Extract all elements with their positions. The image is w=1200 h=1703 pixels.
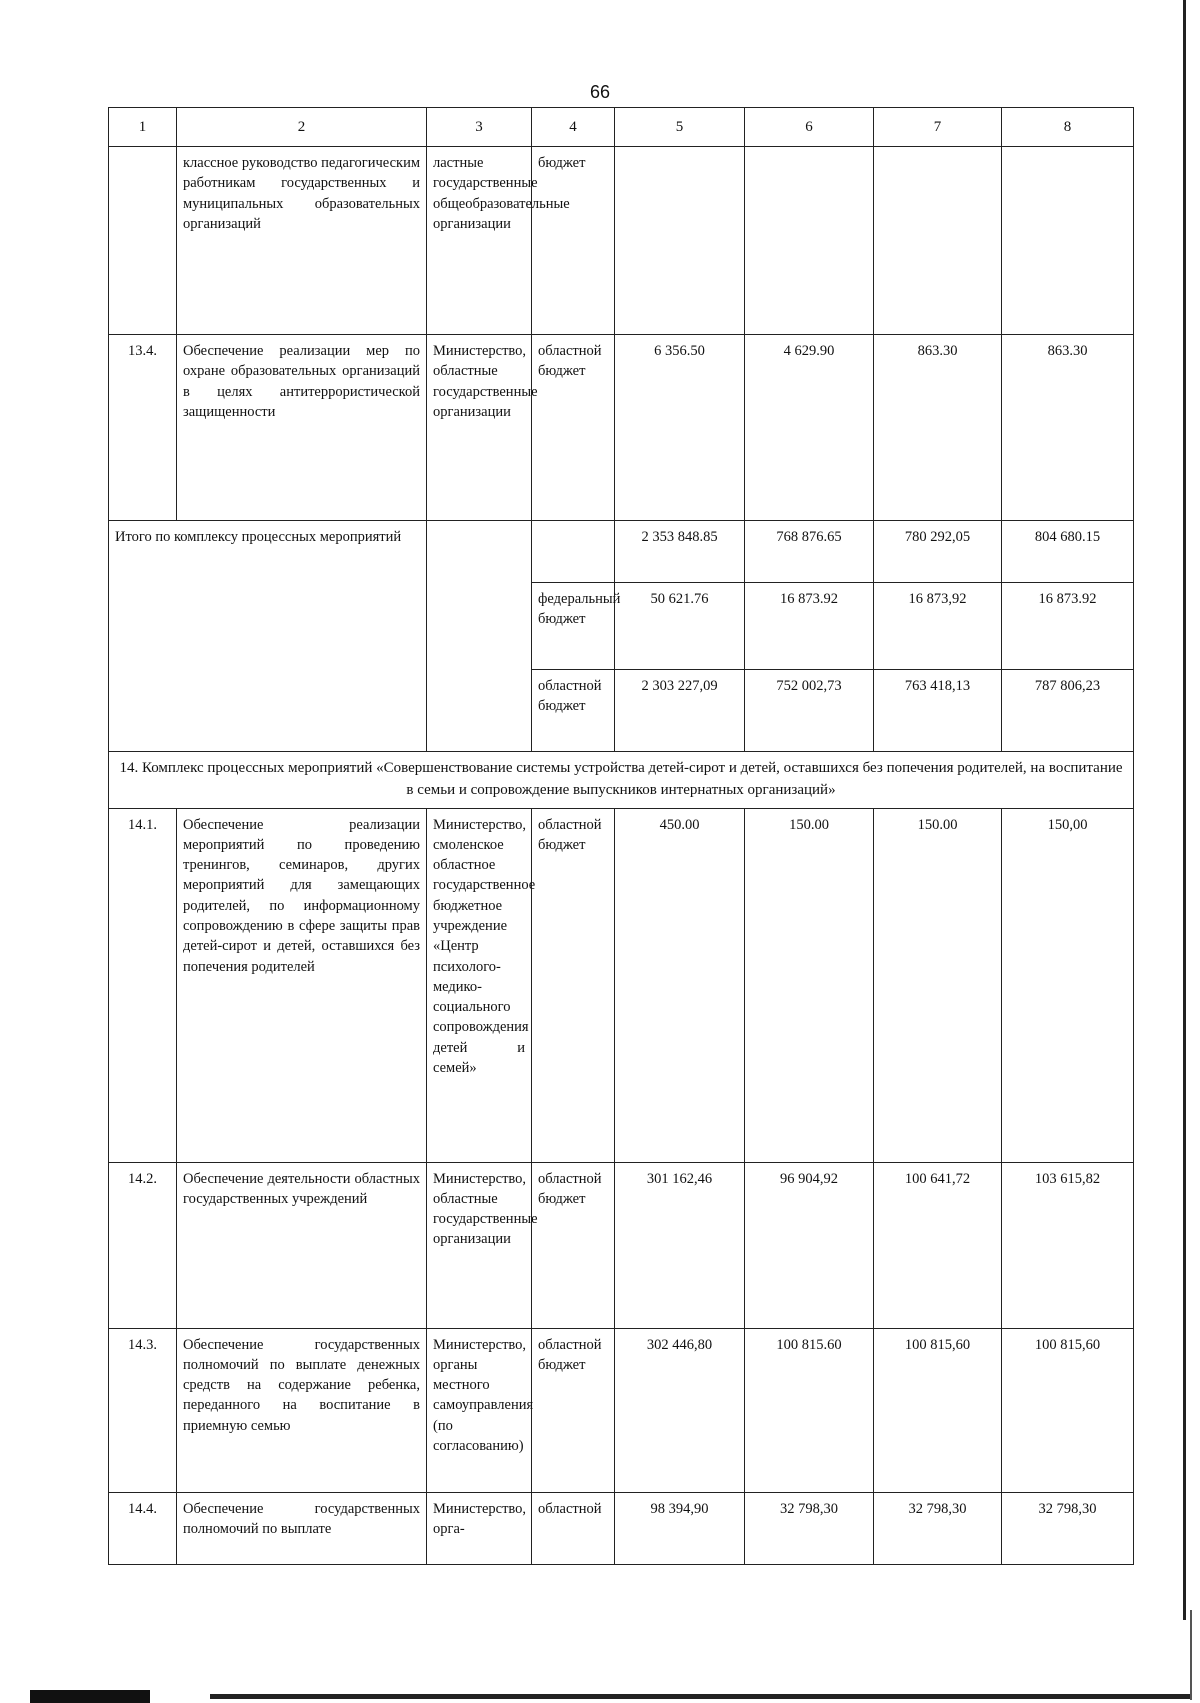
federal-value-col-7: 16 873,92: [874, 583, 1002, 670]
value-col-6: 32 798,30: [745, 1492, 874, 1564]
total-value-col-5: 2 353 848.85: [615, 521, 745, 583]
header-cell: 8: [1002, 108, 1134, 147]
measure-description: Обеспечение государственных полномочий по выплате денежных средств на содержание ребенка, переданного на воспитание в приемную семью: [177, 1328, 427, 1492]
value-col-5: 98 394,90: [615, 1492, 745, 1564]
row-number: 14.4.: [109, 1492, 177, 1564]
value-col-7: 100 815,60: [874, 1328, 1002, 1492]
regional-value-col-6: 752 002,73: [745, 670, 874, 752]
value-col-8: 103 615,82: [1002, 1162, 1134, 1328]
value-col-6: 96 904,92: [745, 1162, 874, 1328]
measure-description: Обеспечение реализации мер по охране образовательных организаций в целях антитеррористической защищенности: [177, 335, 427, 521]
row-number: 14.3.: [109, 1328, 177, 1492]
federal-value-col-5: 50 621.76: [615, 583, 745, 670]
executor: Министерство, областные государственные организации: [427, 1162, 532, 1328]
row-number: 14.1.: [109, 808, 177, 1162]
value-col-7: 863.30: [874, 335, 1002, 521]
value-col-5: [615, 147, 745, 335]
measure-description: классное руководство педагогическим работникам государственных и муниципальных образовательных организаций: [177, 147, 427, 335]
funding-source: областной бюджет: [532, 808, 615, 1162]
header-cell: 6: [745, 108, 874, 147]
value-col-6: 100 815.60: [745, 1328, 874, 1492]
value-col-7: [874, 147, 1002, 335]
row-number: 14.2.: [109, 1162, 177, 1328]
total-value-col-6: 768 876.65: [745, 521, 874, 583]
value-col-8: 32 798,30: [1002, 1492, 1134, 1564]
table-row-continued: [109, 147, 1134, 335]
header-cell: 1: [109, 108, 177, 147]
value-col-6: [745, 147, 874, 335]
value-col-5: 6 356.50: [615, 335, 745, 521]
value-col-8: 150,00: [1002, 808, 1134, 1162]
row-number: [109, 147, 177, 335]
total-executor: [427, 521, 532, 752]
federal-value-col-8: 16 873.92: [1002, 583, 1134, 670]
measure-description: Обеспечение деятельности областных государственных учреждений: [177, 1162, 427, 1328]
scan-edge-line: [1183, 0, 1186, 1620]
header-cell: 3: [427, 108, 532, 147]
executor: Министерство, смоленское областное государственное бюджетное учреждение «Центр психолого-медико-социального сопровождения детей и семей»: [427, 808, 532, 1162]
header-cell: 7: [874, 108, 1002, 147]
scan-bottom-bar: [210, 1694, 1190, 1699]
federal-value-col-6: 16 873.92: [745, 583, 874, 670]
total-value-col-7: 780 292,05: [874, 521, 1002, 583]
section-14-header-row: [109, 752, 1134, 809]
total-label: Итого по комплексу процессных мероприятий: [109, 521, 427, 752]
total-row: [109, 521, 1134, 583]
value-col-8: 100 815,60: [1002, 1328, 1134, 1492]
table-row-14-2: [109, 1162, 1134, 1328]
funding-source: [532, 521, 615, 583]
value-col-8: 863.30: [1002, 335, 1134, 521]
value-col-6: 4 629.90: [745, 335, 874, 521]
value-col-6: 150.00: [745, 808, 874, 1162]
table-row-13-4: [109, 335, 1134, 521]
budget-table: [108, 107, 1134, 1565]
header-cell: 4: [532, 108, 615, 147]
funding-source: областной бюджет: [532, 1328, 615, 1492]
page-number: 66: [589, 82, 611, 102]
value-col-7: 150.00: [874, 808, 1002, 1162]
header-cell: 2: [177, 108, 427, 147]
section-title: 14. Комплекс процессных мероприятий «Совершенствование системы устройства детей-сирот и детей, оставшихся без попечения родителей, на воспитание в семьи и сопровождение выпускников интернатных организаций»: [109, 752, 1134, 809]
regional-value-col-7: 763 418,13: [874, 670, 1002, 752]
table-row-14-1: [109, 808, 1134, 1162]
executor: Министерство, областные государственные организации: [427, 335, 532, 521]
regional-value-col-5: 2 303 227,09: [615, 670, 745, 752]
value-col-5: 450.00: [615, 808, 745, 1162]
value-col-5: 302 446,80: [615, 1328, 745, 1492]
executor: ластные государственные общеобразовательные организации: [427, 147, 532, 335]
funding-source: бюджет: [532, 147, 615, 335]
value-col-7: 100 641,72: [874, 1162, 1002, 1328]
header-cell: 5: [615, 108, 745, 147]
measure-description: Обеспечение государственных полномочий по выплате: [177, 1492, 427, 1564]
row-number: 13.4.: [109, 335, 177, 521]
column-number-header: [109, 108, 1134, 147]
total-value-col-8: 804 680.15: [1002, 521, 1134, 583]
funding-source: областной бюджет: [532, 1162, 615, 1328]
table-row-14-4: [109, 1492, 1134, 1564]
value-col-8: [1002, 147, 1134, 335]
scan-artifact: [30, 1690, 150, 1703]
scan-edge-line: [1190, 1610, 1192, 1700]
funding-source: областной бюджет: [532, 335, 615, 521]
measure-description: Обеспечение реализации мероприятий по проведению тренингов, семинаров, других мероприятий для замещающих родителей, по информационному сопровождению в сфере защиты прав детей-сирот и детей, оставшихся без попечения родителей: [177, 808, 427, 1162]
table-row-14-3: [109, 1328, 1134, 1492]
funding-source: областной: [532, 1492, 615, 1564]
value-col-7: 32 798,30: [874, 1492, 1002, 1564]
funding-source: федеральный бюджет: [532, 583, 615, 670]
executor: Министерство, орга-: [427, 1492, 532, 1564]
executor: Министерство, органы местного самоуправления (по согласованию): [427, 1328, 532, 1492]
value-col-5: 301 162,46: [615, 1162, 745, 1328]
regional-value-col-8: 787 806,23: [1002, 670, 1134, 752]
funding-source: областной бюджет: [532, 670, 615, 752]
